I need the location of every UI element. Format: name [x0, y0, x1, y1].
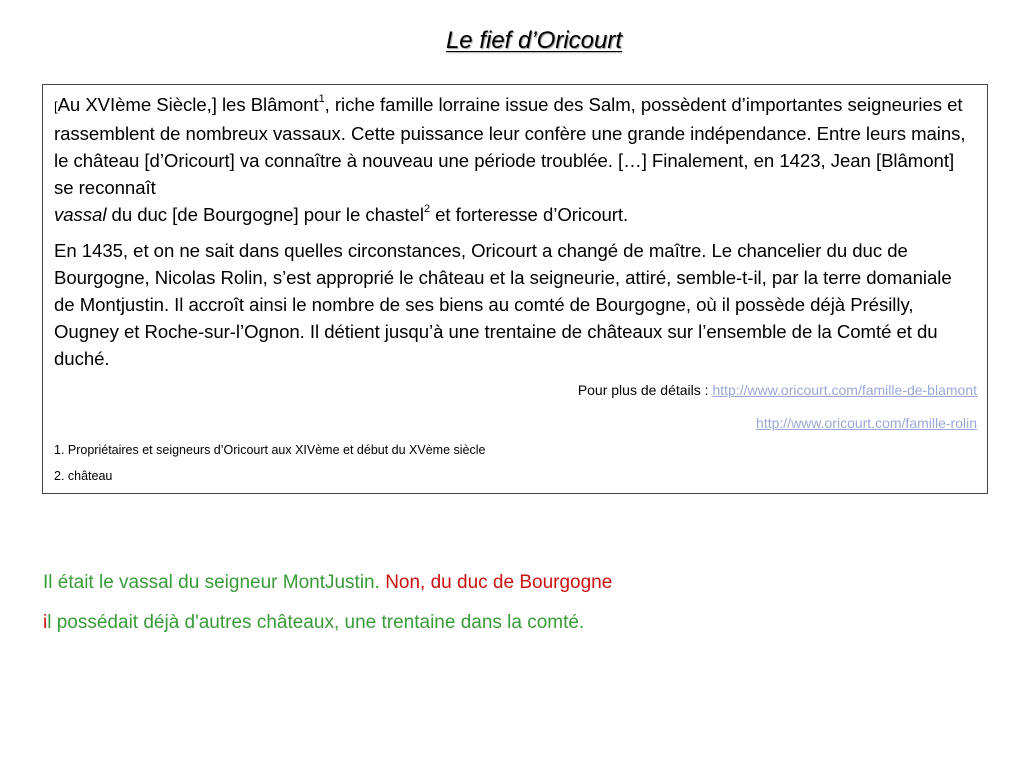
note-line-1 [43, 571, 612, 595]
footnote-ref-1: 1 [318, 92, 325, 105]
link-famille-rolin[interactable]: http://www.oricourt.com/famille-rolin [756, 415, 977, 431]
paragraph-2: En 1435, et on ne sait dans quelles circonstances, Oricourt a changé de maître. Le chancelier du duc de Bourgogne, Nicolas Rolin, s’est approprié le château et la seigneurie, attiré, semble-t-il, par la terre domaniale de Montjustin. Il accroît ainsi le nombre de ses biens au comté de Bourgogne, où il possède déjà Présilly, Ougney et Roche-sur-l’Ognon. Il détient jusqu’à une trentaine de châteaux sur l’ensemble de la Comté et du duché. [54, 240, 952, 369]
paragraph-1-part1: Au XVIème Siècle,] les Blâmont [57, 94, 319, 115]
note-2-green: l possédait déjà d'autres châteaux, une trentaine dans la comté. [47, 612, 585, 633]
footnote-1: 1. Propriétaires et seigneurs d’Oricourt aux XIVème et début du XVème siècle [54, 443, 486, 457]
paragraph-1-part3: du duc [de Bourgogne] pour le chastel [106, 204, 424, 225]
link-famille-blamont[interactable]: http://www.oricourt.com/famille-de-blamont [712, 382, 977, 398]
note-1-green: Il était le vassal du seigneur MontJustin. [43, 572, 386, 593]
bracket-open: [ [54, 99, 58, 114]
note-line-2 [43, 611, 584, 635]
note-1-red: Non, du duc de Bourgogne [385, 572, 613, 593]
details-label: Pour plus de détails : [577, 382, 713, 398]
page-title: Le fief d’Oricourt [445, 27, 623, 54]
footnote-ref-2: 2 [423, 202, 431, 215]
footnote-2: 2. château [54, 469, 113, 483]
paragraph-1-part2: , riche famille lorraine issue des Salm, possèdent d’importantes seigneuries et rassemblent de nombreux vassaux. Cette puissance leur confère une grande indépendance. Entre leurs mains, le château [d’Oricourt] va connaître à nouveau une période troublée. […] Finalement, en 1423, Jean [Blâmont] se reconnaît [54, 94, 966, 198]
details-line [54, 381, 977, 399]
italic-vassal: vassal [54, 204, 107, 225]
details-line-2 [54, 414, 977, 432]
quote-box [42, 84, 988, 494]
paragraph-1 [54, 91, 977, 228]
paragraph-1-part4: et forteresse d’Oricourt. [430, 204, 629, 225]
note-2-red-i: i [43, 612, 48, 633]
